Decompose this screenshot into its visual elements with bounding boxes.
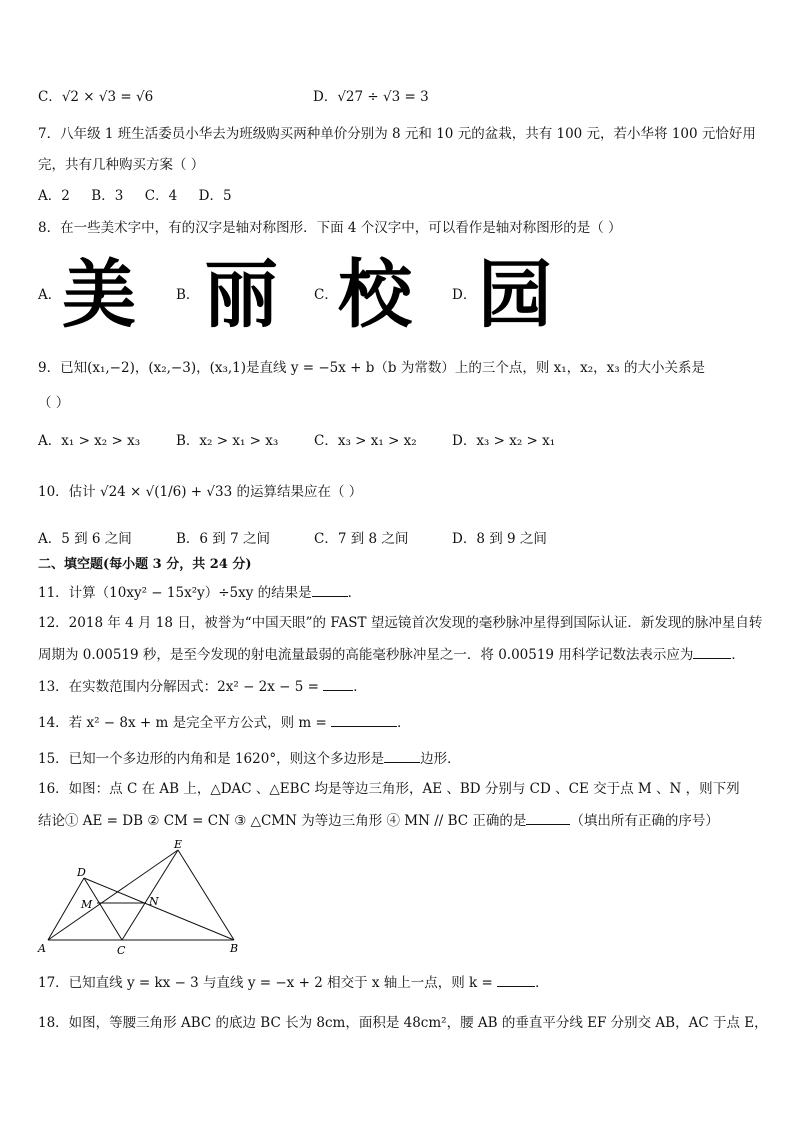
q8-option-a-char: 美 — [62, 252, 136, 338]
q8-stem: 8．在一些美术字中，有的汉字是轴对称图形．下面 4 个汉字中，可以看作是轴对称图形的是（ ） — [38, 220, 622, 236]
q11-answer-blank[interactable] — [312, 582, 348, 597]
q7-options: A．2 B．3 C．4 D．5 — [38, 188, 232, 204]
q9-option-b: B．x₂ > x₁ > x₃ — [176, 433, 279, 449]
q8-option-d-label: D． — [452, 287, 477, 303]
q16-end: （填出所有正确的序号） — [570, 813, 719, 829]
q16-line2 — [38, 810, 719, 831]
q12-end: ． — [731, 647, 745, 663]
q17-answer-blank[interactable] — [497, 972, 535, 987]
label-n: N — [149, 895, 159, 908]
q10-option-a: A．5 到 6 之间 — [38, 531, 132, 547]
q14-answer-blank[interactable] — [331, 712, 397, 727]
section-2-heading: 二、填空题(每小题 3 分，共 24 分) — [38, 557, 252, 572]
q17-end: ． — [535, 975, 549, 991]
q11 — [38, 582, 361, 603]
q9-stem-line2: （ ） — [38, 395, 70, 411]
q8-option-b-char: 丽 — [204, 252, 278, 338]
q12-line1: 12．2018 年 4 月 18 日，被誉为“中国天眼”的 FAST 望远镜首次发现的毫秒脉冲星得到国际认证．新发现的脉冲星自转 — [38, 615, 763, 631]
q15-end: 边形． — [420, 751, 461, 767]
q6-option-d: D．√27 ÷ √3 = 3 — [313, 89, 429, 105]
q8-option-c-label: C． — [314, 287, 338, 303]
q16-triangle-figure — [34, 838, 254, 958]
q13-answer-blank[interactable] — [323, 676, 353, 691]
q13-text: 13．在实数范围内分解因式：2x² − 2x − 5 = — [38, 679, 319, 695]
segment-db — [84, 878, 234, 940]
q12-line2 — [38, 644, 745, 665]
q9-stem-line1: 9．已知(x₁,−2)，(x₂,−3)，(x₃,1)是直线 y = −5x + b（b 为常数）上的三个点，则 x₁，x₂，x₃ 的大小关系是 — [38, 360, 705, 376]
q7-stem-line1: 7．八年级 1 班生活委员小华去为班级购买两种单价分别为 8 元和 10 元的盆栽，共有 100 元，若小华将 100 元恰好用 — [38, 126, 756, 142]
q14-end: ． — [397, 715, 411, 731]
q8-option-d-char: 园 — [478, 252, 552, 338]
q8-option-c-char: 校 — [338, 252, 412, 338]
q13-end: ． — [353, 679, 367, 695]
q18-line1: 18．如图，等腰三角形 ABC 的底边 BC 长为 8cm，面积是 48cm²，腰 AB 的垂直平分线 EF 分别交 AB，AC 于点 E， — [38, 1015, 768, 1031]
q16-answer-blank[interactable] — [526, 810, 570, 825]
q10-stem: 10．估计 √24 × √(1/6) + √33 的运算结果应在（ ） — [38, 484, 363, 500]
q13 — [38, 676, 367, 697]
label-e: E — [174, 838, 183, 851]
q9-option-d: D．x₃ > x₂ > x₁ — [452, 433, 556, 449]
q12-answer-blank[interactable] — [693, 644, 731, 659]
q7-stem-line2: 完，共有几种购买方案（ ） — [38, 157, 205, 173]
segment-eb — [178, 850, 234, 940]
label-a: A — [38, 942, 46, 955]
q15-text: 15．已知一个多边形的内角和是 1620°，则这个多边形是 — [38, 751, 385, 767]
q10-option-b: B．6 到 7 之间 — [176, 531, 270, 547]
q17-text: 17．已知直线 y = kx − 3 与直线 y = −x + 2 相交于 x 轴上一点，则 k = — [38, 975, 493, 991]
q6-option-c: C．√2 × √3 = √6 — [38, 89, 154, 105]
q10-option-d: D．8 到 9 之间 — [452, 531, 547, 547]
q17 — [38, 972, 549, 993]
label-b: B — [230, 942, 239, 955]
q8-option-a-label: A． — [38, 287, 62, 303]
q11-end: ． — [347, 585, 362, 601]
q15 — [38, 748, 461, 769]
q14-text: 14．若 x² − 8x + m 是完全平方公式，则 m = — [38, 715, 327, 731]
label-d: D — [77, 866, 86, 879]
q15-answer-blank[interactable] — [384, 748, 420, 763]
q9-option-c: C．x₃ > x₁ > x₂ — [314, 433, 417, 449]
label-c: C — [117, 944, 126, 957]
q16-line2-text: 结论① AE = DB ② CM = CN ③ △CMN 为等边三角形 ④ MN // BC 正确的是 — [38, 813, 527, 829]
q12-line2-text: 周期为 0.00519 秒，是至今发现的射电流量最弱的高能毫秒脉冲星之一．将 0.00519 用科学记数法表示应为 — [38, 647, 694, 663]
q10-option-c: C．7 到 8 之间 — [314, 531, 409, 547]
q11-text: 11．计算（10xy² − 15x²y）÷5xy 的结果是 — [38, 585, 312, 601]
q8-option-b-label: B． — [176, 287, 200, 303]
label-m: M — [81, 898, 93, 911]
q14 — [38, 712, 411, 733]
segment-ad — [48, 878, 84, 940]
q16-line1: 16．如图：点 C 在 AB 上，△DAC 、△EBC 均是等边三角形，AE 、BD 分别与 CD 、CE 交于点 M 、N ，则下列 — [38, 781, 740, 797]
q9-option-a: A．x₁ > x₂ > x₃ — [38, 433, 141, 449]
